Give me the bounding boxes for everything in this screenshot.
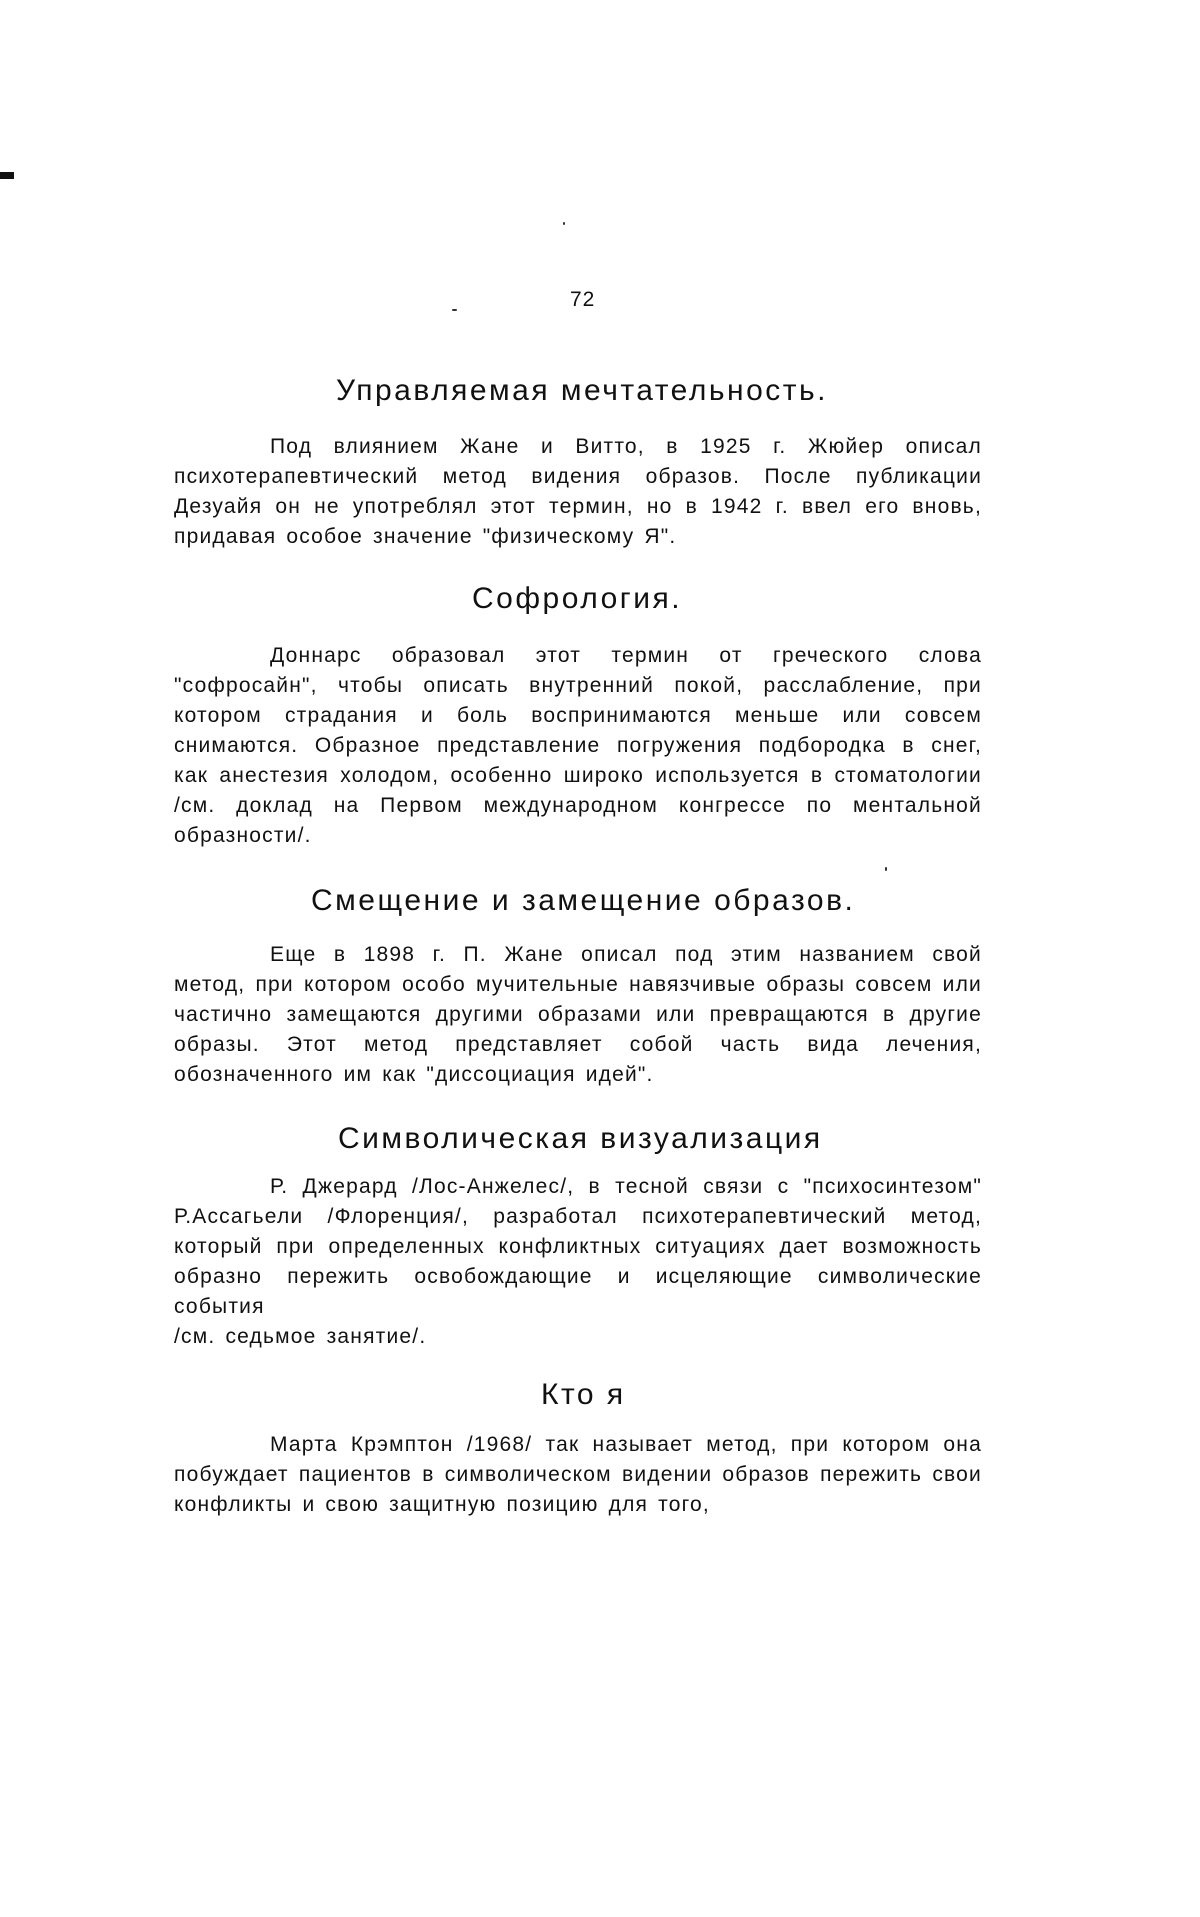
section-body xyxy=(174,940,982,1090)
page-number: 72 xyxy=(570,288,595,312)
paragraph: Еще в 1898 г. П. Жане описал под этим названием свой метод, при котором особо мучительные навязчивые образы совсем или частично замещаются другими образами или превращаются в другие образы. Этот метод представляет собой часть вида лечения, обозначенного им как "диссоциация идей". xyxy=(174,940,982,1090)
section-heading: Смещение и замещение образов. xyxy=(311,884,855,918)
section-heading: Софрология. xyxy=(472,582,682,616)
section-heading: Символическая визуализация xyxy=(338,1122,823,1156)
scan-speck xyxy=(563,222,565,225)
scan-speck xyxy=(885,867,887,871)
paragraph: Марта Крэмптон /1968/ так называет метод, при котором она побуждает пациентов в символическом видении образов пережить свои конфликты и свою защитную позицию для того, xyxy=(174,1430,982,1520)
section-heading: Управляемая мечтательность. xyxy=(336,374,828,408)
section-body xyxy=(174,1172,982,1352)
paragraph: Под влиянием Жане и Витто, в 1925 г. Жюйер описал психотерапевтический метод видения образов. После публикации Дезуайя он не употреблял этот термин, но в 1942 г. ввел его вновь, придавая особое значение "физическому Я". xyxy=(174,432,982,552)
scan-speck xyxy=(452,309,457,311)
paragraph: Доннарс образовал этот термин от греческого слова "софросайн", чтобы описать внутренний покой, расслабление, при котором страдания и боль воспринимаются меньше или совсем снимаются. Образное представление погружения подбородка в снег, как анестезия холодом, особенно широко используется в стоматологии /см. доклад на Первом международном конгрессе по ментальной образности/. xyxy=(174,641,982,851)
section-body xyxy=(174,641,982,851)
paragraph: Р. Джерард /Лос-Анжелес/, в тесной связи с "психосинтезом" Р.Ассагьели /Флоренция/, разработал психотерапевтический метод, который при определенных конфликтных ситуациях дает возможность образно пережить освобождающие и исцеляющие символические события /см. седьмое занятие/. xyxy=(174,1172,982,1352)
section-body xyxy=(174,1430,982,1520)
section-body xyxy=(174,432,982,552)
section-heading: Кто я xyxy=(541,1378,626,1412)
margin-mark xyxy=(0,172,14,179)
